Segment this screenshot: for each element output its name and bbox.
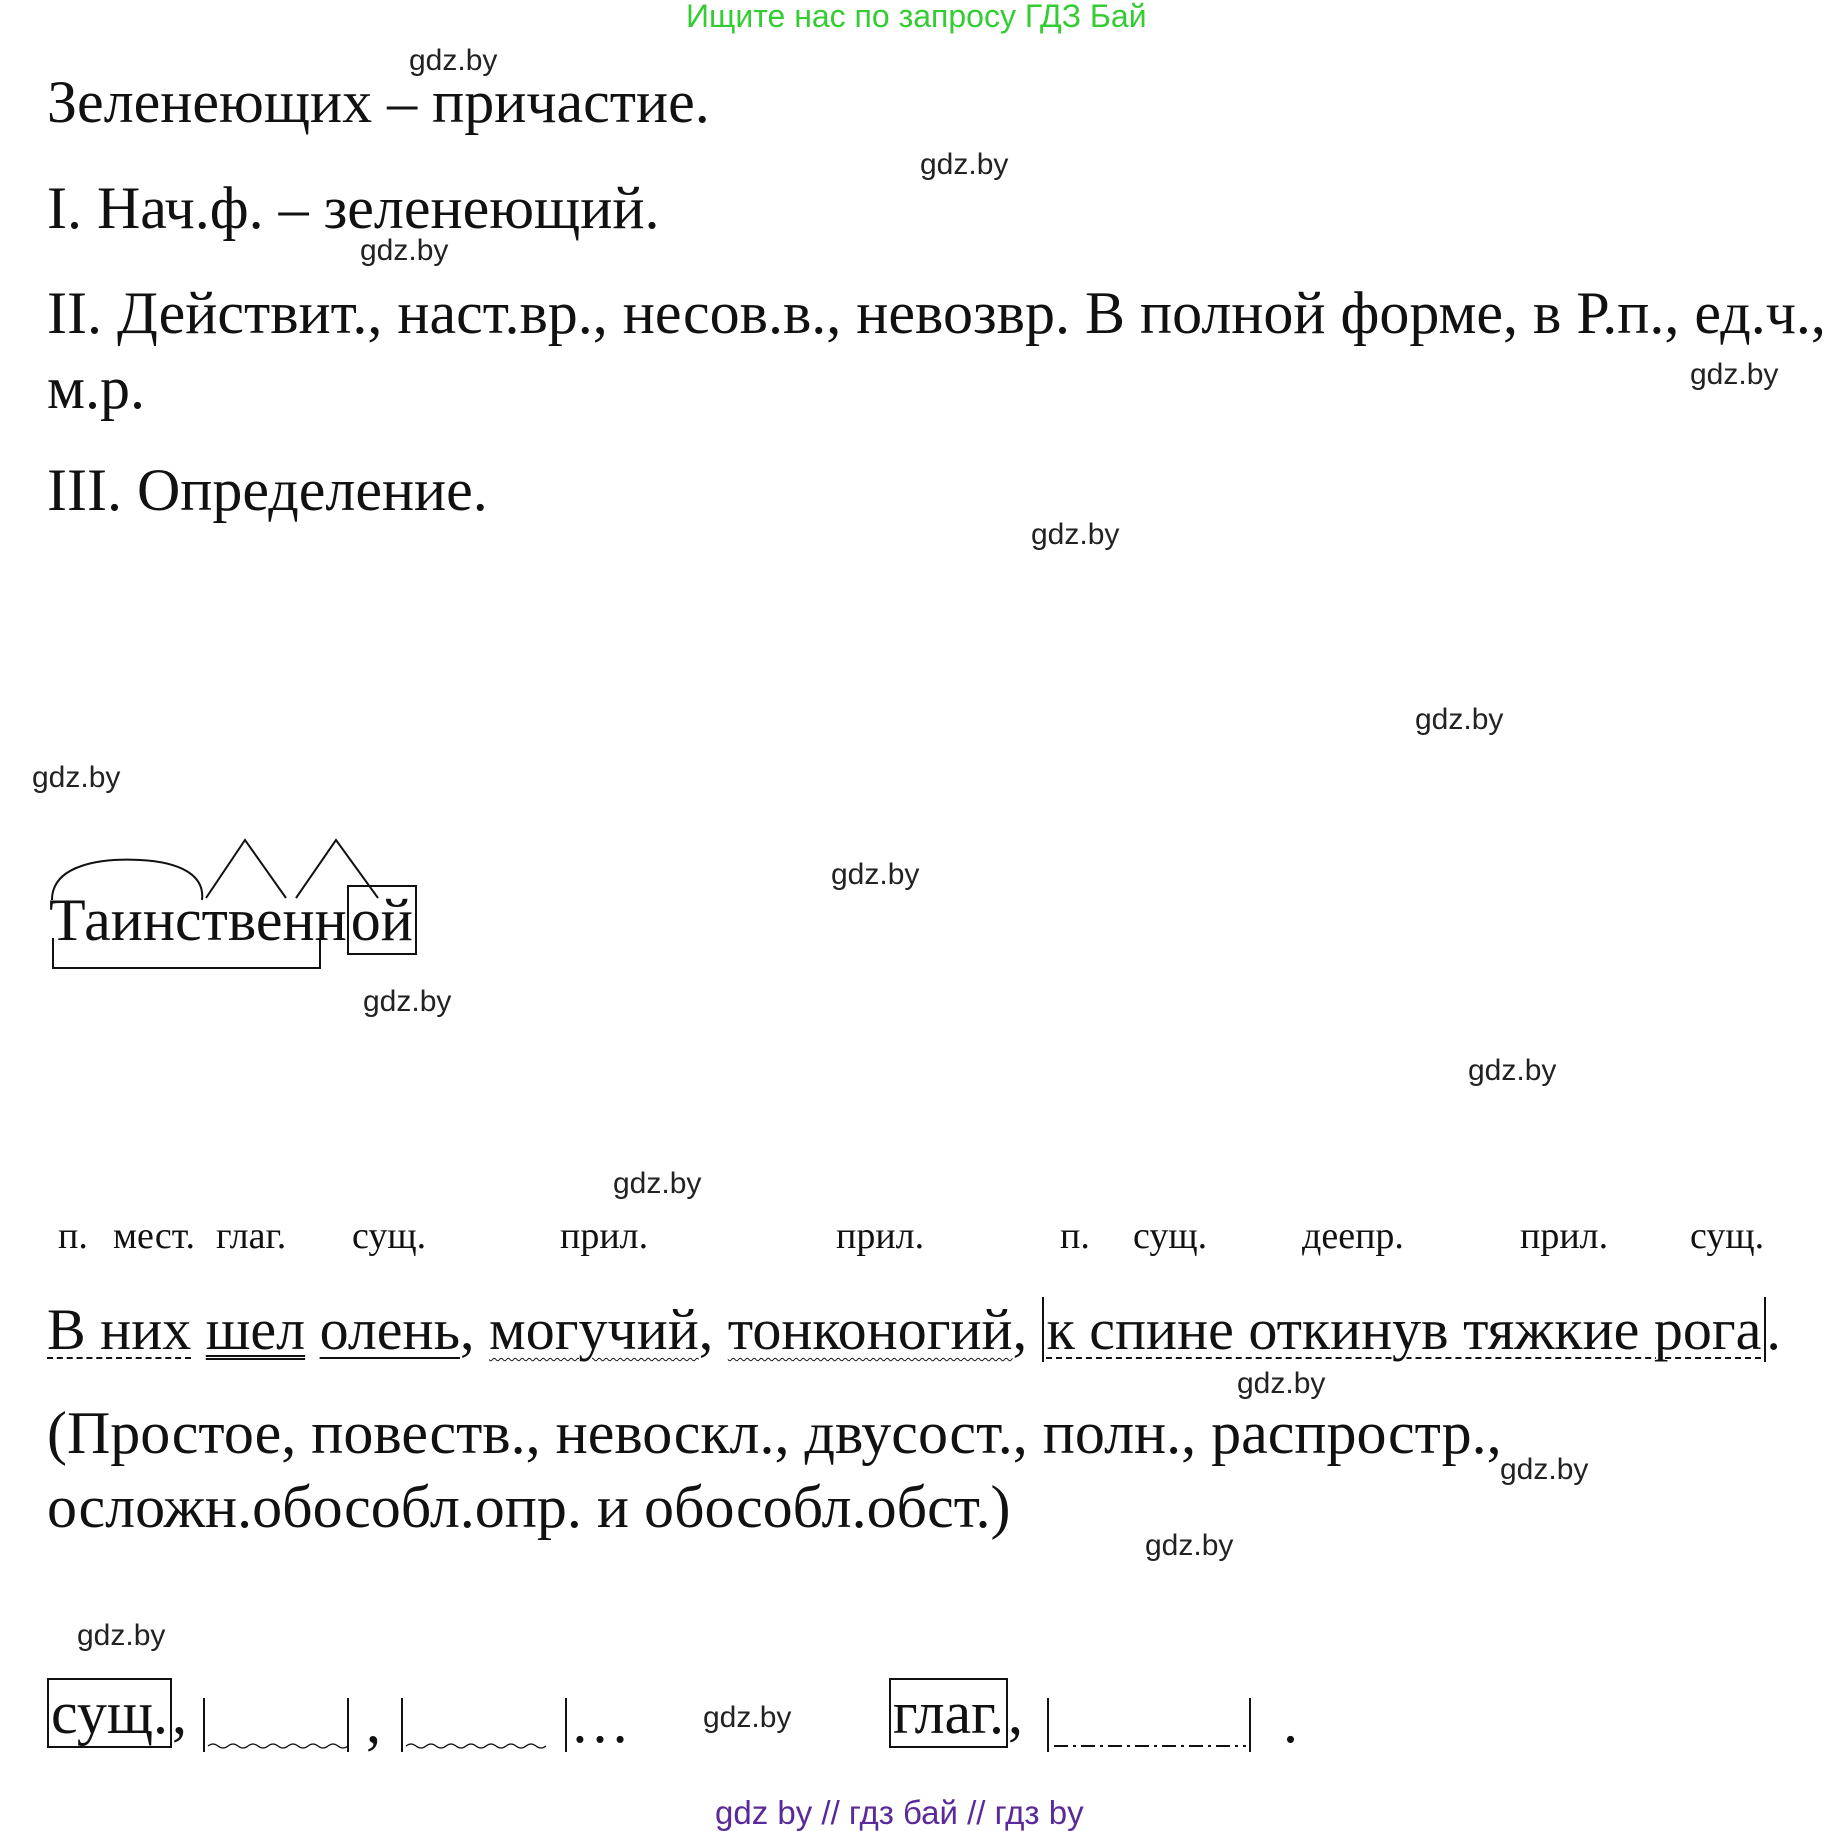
sentence-end: . xyxy=(1766,1297,1781,1362)
watermark: gdz.by xyxy=(1415,703,1504,736)
comma: , xyxy=(1012,1297,1028,1362)
analysis-line-2: I. Нач.ф. – зеленеющий. xyxy=(47,175,660,241)
word-subject-wrap xyxy=(305,1297,460,1362)
scheme-verb-box: глаг. xyxy=(889,1678,1008,1748)
watermark: gdz.by xyxy=(1468,1054,1557,1087)
watermark: gdz.by xyxy=(32,761,121,794)
watermark: gdz.by xyxy=(1145,1529,1234,1562)
morpheme-ending: ой xyxy=(347,885,417,955)
characteristics-line-1: (Простое, повеств., невоскл., двусост., полн., распростр., xyxy=(47,1400,1502,1466)
participial-clause-bounds xyxy=(1042,1297,1767,1362)
watermark: gdz.by xyxy=(1500,1453,1589,1486)
word-adverbial: В них xyxy=(47,1297,192,1362)
analysis-line-4: III. Определение. xyxy=(47,457,488,523)
comma: , xyxy=(460,1297,475,1362)
watermark: gdz.by xyxy=(363,985,452,1018)
scheme-comma: , xyxy=(1007,1680,1023,1746)
pos-label: сущ. xyxy=(1690,1215,1765,1257)
parsed-sentence xyxy=(47,1297,1781,1362)
analysis-line-3b: м.р. xyxy=(47,355,145,421)
scheme-attribute-slots xyxy=(200,1690,590,1760)
scheme-adverbial-slot xyxy=(1044,1690,1264,1760)
footer-text: gdz by // гдз бай // гдз by xyxy=(715,1794,1084,1831)
pos-label: п. xyxy=(58,1215,88,1257)
analysis-line-1: Зеленеющих – причастие. xyxy=(47,69,710,135)
scheme-dot: . xyxy=(1283,1689,1298,1755)
pos-label: прил. xyxy=(1520,1215,1609,1257)
word-adverbial-clause: к спине откинув тяжкие рога xyxy=(1046,1297,1762,1362)
pos-label: глаг. xyxy=(216,1215,287,1257)
pos-label: п. xyxy=(1060,1215,1090,1257)
characteristics-line-2: осложн.обособл.опр. и обособл.обст.) xyxy=(47,1474,1011,1540)
word-predicate: шел xyxy=(205,1297,306,1362)
top-banner: Ищите нас по запросу ГДЗ Бай xyxy=(686,0,1147,34)
analysis-line-3a: II. Действит., наст.вр., несов.в., невозвр. В полной форме, в Р.п., ед.ч., xyxy=(47,280,1826,346)
watermark: gdz.by xyxy=(831,858,920,891)
scheme-verb-wrap xyxy=(889,1680,1023,1746)
word-attribute-1: могучий xyxy=(489,1297,699,1362)
pos-label: прил. xyxy=(560,1215,649,1257)
watermark: gdz.by xyxy=(360,234,449,267)
watermark: gdz.by xyxy=(1690,358,1779,391)
pos-label: прил. xyxy=(836,1215,925,1257)
pos-label: сущ. xyxy=(352,1215,427,1257)
comma: , xyxy=(698,1297,714,1362)
scheme-noun-box: сущ. xyxy=(47,1678,172,1748)
pos-label: сущ. xyxy=(1133,1215,1208,1257)
watermark: gdz.by xyxy=(613,1167,702,1200)
watermark: gdz.by xyxy=(1031,518,1120,551)
scheme-ellipsis: … xyxy=(570,1689,630,1755)
scheme-comma: , xyxy=(172,1680,188,1746)
morpheme-stem: Таинственн xyxy=(49,887,347,953)
watermark: gdz.by xyxy=(77,1619,166,1652)
watermark: gdz.by xyxy=(409,44,498,77)
scheme-comma: , xyxy=(366,1689,381,1755)
word-subject: олень xyxy=(319,1297,461,1362)
morpheme-word xyxy=(49,887,417,953)
watermark: gdz.by xyxy=(1237,1367,1326,1400)
word-attribute-2: тонконогий xyxy=(727,1297,1013,1362)
watermark: gdz.by xyxy=(920,148,1009,181)
pos-label: мест. xyxy=(113,1215,195,1257)
pos-label: деепр. xyxy=(1302,1215,1404,1257)
scheme-noun-wrap xyxy=(47,1680,188,1746)
watermark: gdz.by xyxy=(703,1701,792,1734)
